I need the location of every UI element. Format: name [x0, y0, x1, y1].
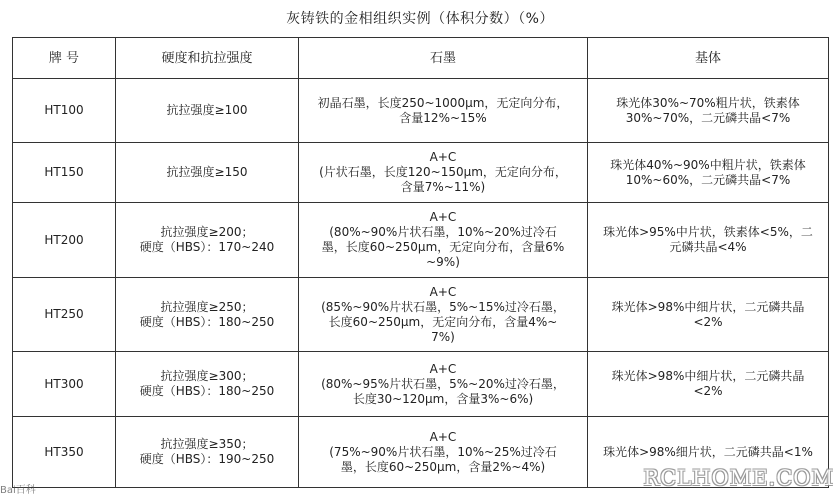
- cell-line: A+C: [429, 429, 457, 444]
- cell-line: 珠光体>98%中细片状，二元磷共晶: [611, 299, 805, 314]
- cell-line: 10%~60%，二元磷共晶<7%: [625, 172, 791, 187]
- cell-graphite: [299, 203, 588, 278]
- cell-line: 抗拉强度≥250；: [160, 299, 254, 314]
- cell-graphite: [299, 143, 588, 203]
- table-row: [13, 278, 829, 352]
- cell-line: A+C: [429, 361, 457, 376]
- site-watermark: RCLHOME.COM: [643, 466, 834, 490]
- cell-line: A+C: [429, 210, 457, 224]
- cell-grade: HT200: [13, 203, 116, 278]
- cell-line: 珠光体>98%中细片状，二元磷共晶: [611, 369, 805, 383]
- cell-graphite: [299, 352, 588, 417]
- cell-properties: [116, 143, 299, 203]
- cell-line: (80%~90%片状石墨，10%~20%过冷石: [329, 225, 557, 239]
- page-title: 灰铸铁的金相组织实例（体积分数）（%）: [286, 11, 554, 27]
- cell-line: 珠光体40%~90%中粗片状，铁素体: [610, 157, 806, 172]
- cell-grade: HT250: [13, 278, 116, 352]
- cell-line: 抗拉强度≥150: [166, 165, 248, 179]
- cell-matrix: [588, 143, 829, 203]
- cell-grade: HT150: [13, 143, 116, 203]
- cell-line: ~9%): [426, 255, 460, 269]
- cell-properties: [116, 203, 299, 278]
- cell-line: 初晶石墨，长度250~1000μm，无定向分布，: [317, 95, 569, 110]
- table-row: [13, 79, 829, 143]
- cell-line: 抗拉强度≥350；: [160, 437, 254, 451]
- cell-line: 含量12%~15%: [399, 110, 487, 125]
- cell-matrix: [588, 79, 829, 143]
- header-properties: 硬度和抗拉强度: [116, 38, 299, 79]
- cell-line: 抗拉强度≥200；: [160, 225, 254, 239]
- header-graphite: 石墨: [299, 38, 588, 79]
- table-header-row: [13, 38, 829, 79]
- cell-grade: HT100: [13, 79, 116, 143]
- cell-properties: [116, 417, 299, 488]
- cell-grade: HT350: [13, 417, 116, 488]
- cell-line: 珠光体>95%中片状，铁素体<5%，二: [603, 225, 813, 239]
- microstructure-table: [12, 37, 829, 488]
- cell-line: 长度30~120μm，含量3%~6%): [352, 391, 534, 406]
- cell-line: <2%: [693, 314, 723, 329]
- cell-line: 墨，长度60~250μm，含量2%~4%): [340, 459, 546, 474]
- cell-line: 30%~70%，二元磷共晶<7%: [625, 110, 791, 125]
- cell-line: A+C: [429, 284, 457, 299]
- cell-matrix: [588, 203, 829, 278]
- cell-matrix: [588, 278, 829, 352]
- cell-line: (85%~90%片状石墨，5%~15%过冷石墨，: [321, 299, 565, 314]
- cell-line: 硬度（HBS）：190~250: [139, 452, 275, 466]
- table-row: [13, 143, 829, 203]
- cell-line: 珠光体30%~70%粗片状，铁素体: [616, 95, 800, 110]
- cell-line: 墨，长度60~250μm，无定向分布，含量6%: [321, 240, 565, 254]
- cell-properties: [116, 352, 299, 417]
- cell-line: <2%: [693, 384, 723, 398]
- cell-line: 硬度（HBS）：170~240: [139, 240, 275, 254]
- cell-line: (片状石墨，长度120~150μm，无定向分布，: [319, 165, 567, 179]
- cell-line: 元磷共晶<4%: [669, 240, 747, 254]
- cell-line: 珠光体>98%细片状，二元磷共晶<1%: [603, 444, 813, 459]
- cell-graphite: [299, 278, 588, 352]
- cell-line: 硬度（HBS）：180~250: [139, 384, 275, 398]
- cell-line: 7%): [431, 329, 455, 344]
- cell-properties: [116, 278, 299, 352]
- table-row: [13, 352, 829, 417]
- cell-grade: HT300: [13, 352, 116, 417]
- cell-graphite: [299, 79, 588, 143]
- cell-line: 硬度（HBS）：180~250: [139, 314, 275, 329]
- cell-properties: [116, 79, 299, 143]
- cell-line: A+C: [429, 150, 457, 164]
- baike-watermark: Bai百科: [0, 485, 36, 496]
- cell-graphite: [299, 417, 588, 488]
- cell-line: 抗拉强度≥300；: [160, 369, 254, 383]
- cell-line: 长度60~250μm，无定向分布，含量4%~: [328, 314, 558, 329]
- cell-line: 含量7%~11%): [400, 180, 486, 194]
- table-row: [13, 203, 829, 278]
- header-grade: 牌 号: [13, 38, 116, 79]
- cell-line: 抗拉强度≥100: [166, 103, 248, 117]
- cell-matrix: [588, 352, 829, 417]
- header-matrix: 基体: [588, 38, 829, 79]
- cell-line: (80%~95%片状石墨，5%~20%过冷石墨，: [321, 376, 565, 391]
- cell-line: (75%~90%片状石墨，10%~25%过冷石: [329, 444, 557, 459]
